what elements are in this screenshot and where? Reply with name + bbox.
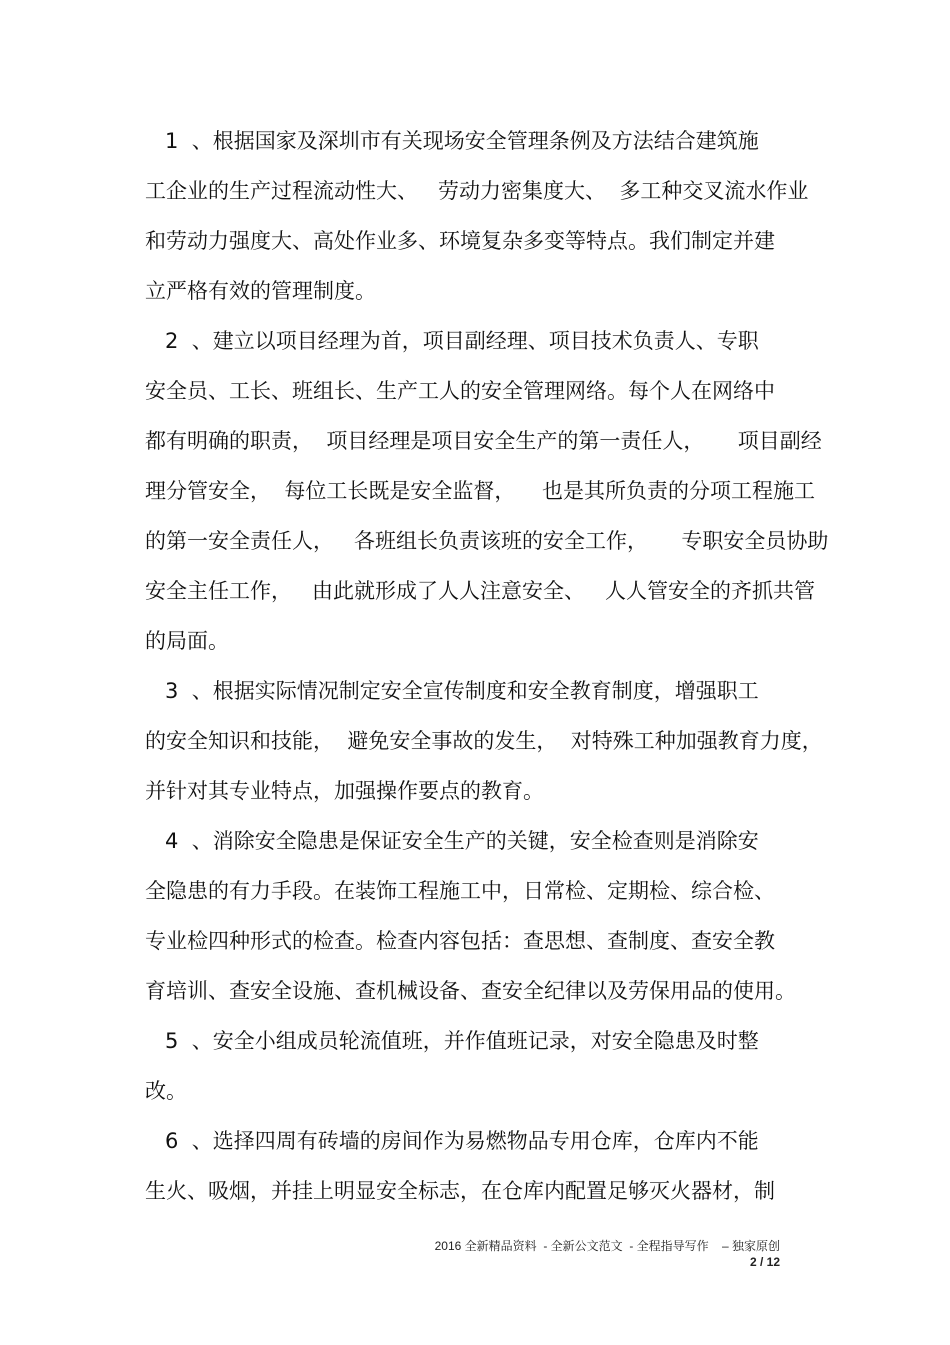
page-number: 2 / 12 bbox=[749, 1255, 780, 1269]
body-line: 4 、消除安全隐患是保证安全生产的关键，安全检查则是消除安 bbox=[145, 829, 759, 853]
body-line: 3 、根据实际情况制定安全宣传制度和安全教育制度，增强职工 bbox=[145, 679, 759, 703]
body-line: 育培训、查安全设施、查机械设备、查安全纪律以及劳保用品的使用。 bbox=[145, 979, 796, 1003]
body-line: 并针对其专业特点，加强操作要点的教育。 bbox=[145, 779, 544, 803]
body-line: 改。 bbox=[145, 1079, 187, 1103]
body-line: 工企业的生产过程流动性大、 劳动力密集度大、 多工种交叉流水作业 bbox=[145, 179, 809, 203]
body-line: 立严格有效的管理制度。 bbox=[145, 279, 376, 303]
body-line: 2 、建立以项目经理为首，项目副经理、项目技术负责人、专职 bbox=[145, 329, 759, 353]
body-line: 的局面。 bbox=[145, 629, 229, 653]
body-line: 的第一安全责任人， 各班组长负责该班的安全工作， 专职安全员协助 bbox=[145, 529, 829, 553]
body-line: 专业检四种形式的检查。检查内容包括：查思想、查制度、查安全教 bbox=[145, 929, 775, 953]
page-footer: 2016 全新精品资料 - 全新公文范文 - 全程指导写作 – 独家原创 bbox=[434, 1239, 780, 1253]
body-line: 全隐患的有力手段。在装饰工程施工中，日常检、定期检、综合检、 bbox=[145, 879, 775, 903]
body-line: 生火、吸烟，并挂上明显安全标志，在仓库内配置足够灭火器材，制 bbox=[145, 1179, 775, 1203]
body-line: 理分管安全， 每位工长既是安全监督， 也是其所负责的分项工程施工 bbox=[145, 479, 816, 503]
body-line: 都有明确的职责， 项目经理是项目安全生产的第一责任人， 项目副经 bbox=[145, 429, 822, 453]
body-line: 和劳动力强度大、高处作业多、环境复杂多变等特点。我们制定并建 bbox=[145, 229, 775, 253]
body-line: 1 、根据国家及深圳市有关现场安全管理条例及方法结合建筑施 bbox=[145, 129, 759, 153]
body-line: 的安全知识和技能， 避免安全事故的发生， 对特殊工种加强教育力度， bbox=[145, 729, 823, 753]
body-line: 安全员、工长、班组长、生产工人的安全管理网络。每个人在网络中 bbox=[145, 379, 775, 403]
body-line: 5 、安全小组成员轮流值班，并作值班记录，对安全隐患及时整 bbox=[145, 1029, 759, 1053]
body-line: 安全主任工作， 由此就形成了人人注意安全、 人人管安全的齐抓共管 bbox=[145, 579, 816, 603]
body-line: 6 、选择四周有砖墙的房间作为易燃物品专用仓库，仓库内不能 bbox=[145, 1129, 759, 1153]
